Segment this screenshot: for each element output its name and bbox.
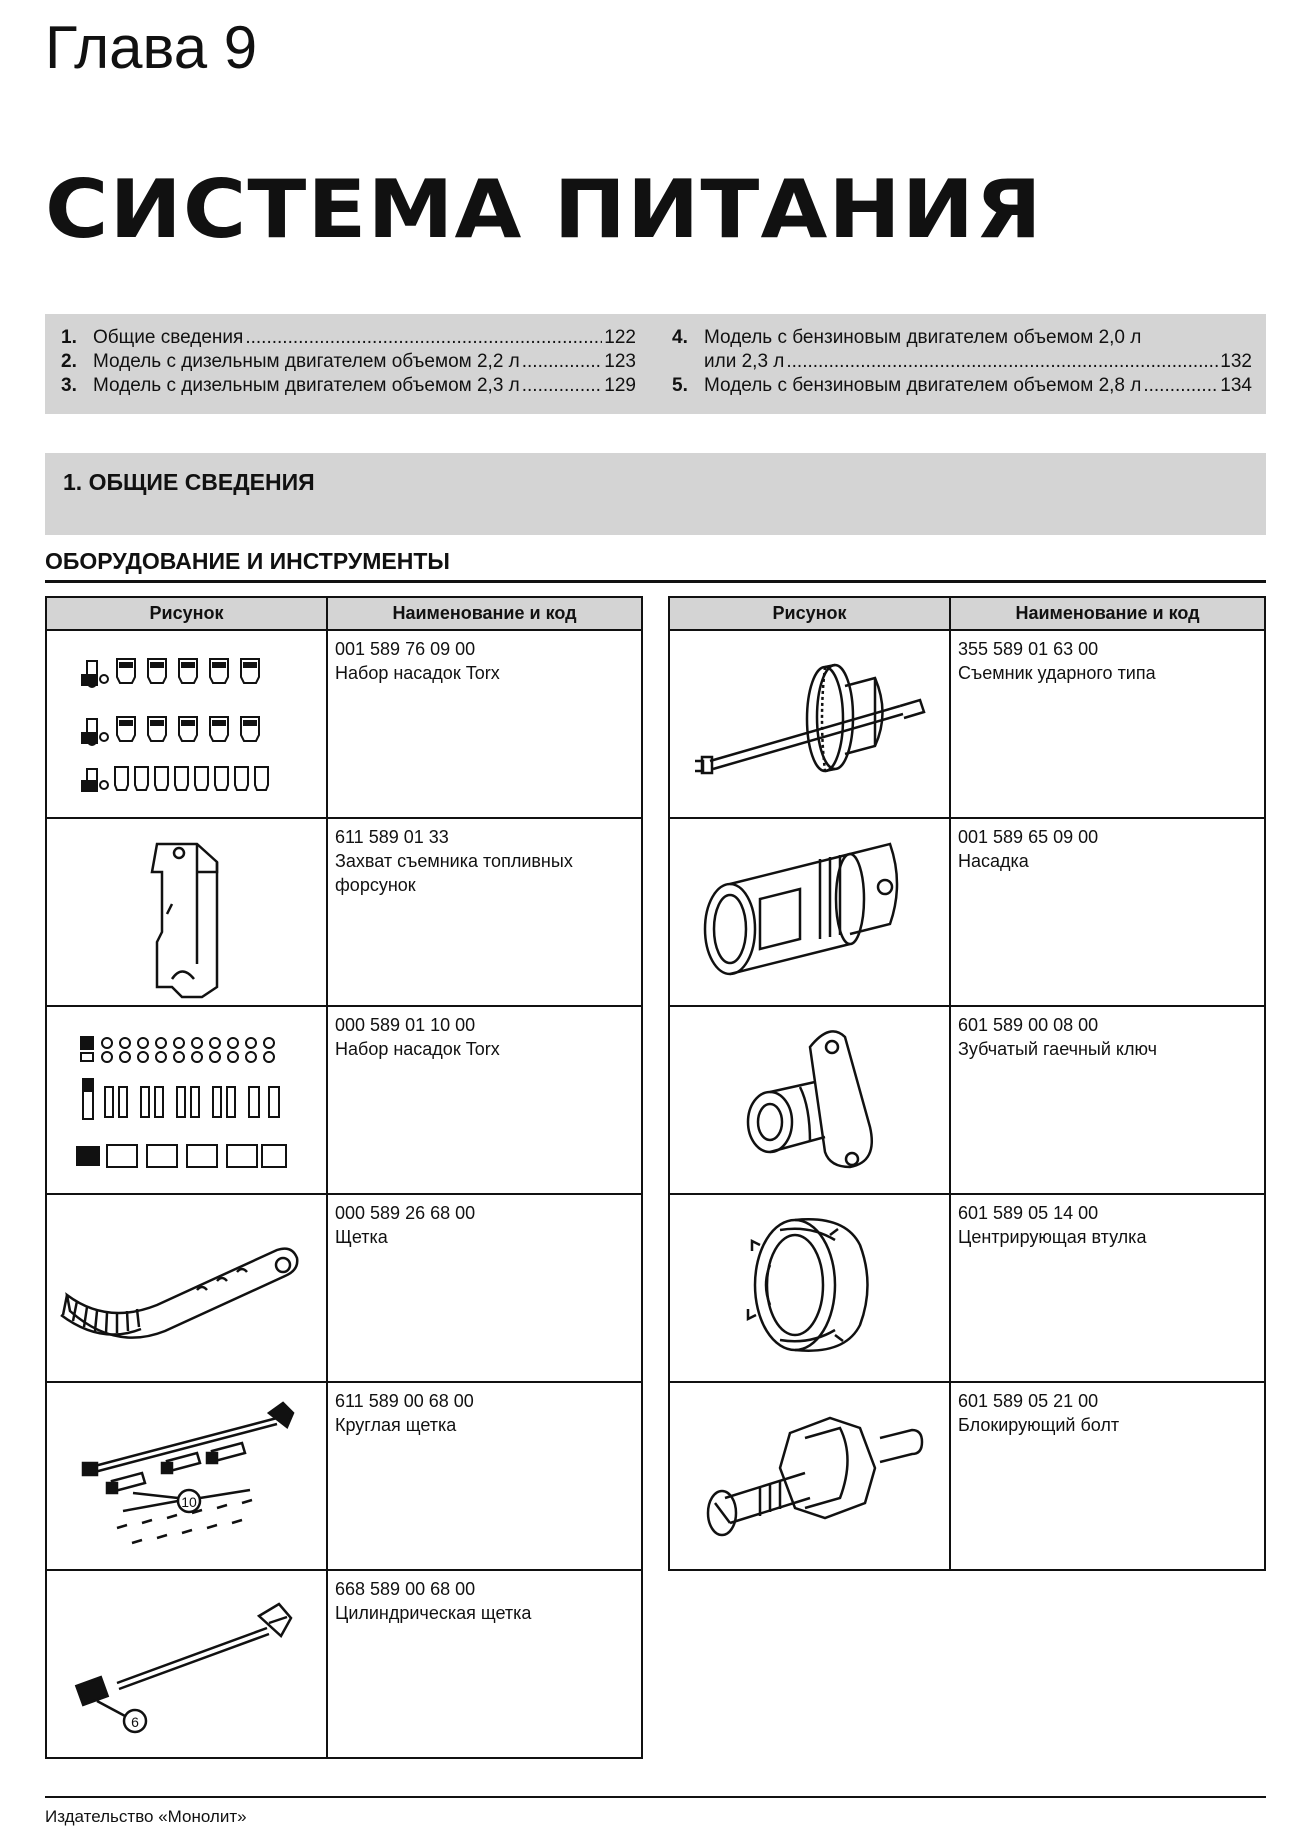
toc-entry[interactable] xyxy=(61,326,636,350)
tool-code: 355 589 01 63 00 xyxy=(958,639,1099,659)
tool-image-cell xyxy=(669,630,950,818)
table-row xyxy=(46,1382,642,1570)
tool-code: 601 589 05 21 00 xyxy=(958,1391,1099,1411)
tool-name: Набор насадок Torx xyxy=(335,1039,500,1059)
toc-entry-text: Модель с бензиновым двигателем объемом 2,0 л xyxy=(704,327,1142,348)
table-row xyxy=(46,1006,642,1194)
toc-entry-number: 3. xyxy=(61,375,77,396)
tool-info-cell xyxy=(327,818,642,1006)
tool-info-cell xyxy=(327,630,642,818)
toc-entry-page: 129 xyxy=(604,375,636,396)
tool-name: Круглая щетка xyxy=(335,1415,457,1435)
table-row xyxy=(669,1006,1265,1194)
toc-entry-page: 132 xyxy=(1220,351,1252,372)
table-row xyxy=(46,1194,642,1382)
callout-number: 10 xyxy=(181,1494,197,1510)
tool-image-cell xyxy=(46,1006,327,1194)
tool-name: Щетка xyxy=(335,1227,388,1247)
publisher-footer: Издательство «Монолит» xyxy=(45,1807,247,1826)
tool-name: Зубчатый гаечный ключ xyxy=(958,1039,1157,1059)
tool-image-cell xyxy=(669,1382,950,1570)
tool-info-cell xyxy=(950,1194,1265,1382)
column-header-image: Рисунок xyxy=(46,597,327,630)
toc-entry[interactable] xyxy=(672,374,1252,398)
tool-image-cell xyxy=(46,1570,327,1758)
toc-entry-number: 1. xyxy=(61,327,77,348)
tool-code: 601 589 00 08 00 xyxy=(958,1015,1099,1035)
table-header-row xyxy=(669,597,1265,630)
table-row xyxy=(669,818,1265,1006)
tool-name: Захват съемника топливных форсунок xyxy=(335,851,573,895)
table-row xyxy=(669,630,1265,818)
toc-entry-page: 123 xyxy=(604,351,636,372)
table-row xyxy=(46,630,642,818)
tool-info-cell xyxy=(327,1570,642,1758)
toc-entry-page: 122 xyxy=(604,327,636,348)
table-row xyxy=(669,1382,1265,1570)
round-brush-set-icon xyxy=(47,1383,326,1569)
socket-attachment-icon xyxy=(670,819,949,1005)
toc-entry[interactable] xyxy=(672,326,1252,350)
toc-entry-number: 2. xyxy=(61,351,77,372)
tool-code: 611 589 01 33 xyxy=(335,827,449,847)
tool-image-cell xyxy=(46,1382,327,1570)
footer-divider xyxy=(45,1796,1266,1798)
table-header-row xyxy=(46,597,642,630)
tool-code: 668 589 00 68 00 xyxy=(335,1579,476,1599)
column-header-name: Наименование и код xyxy=(950,597,1265,630)
tool-info-cell xyxy=(950,1382,1265,1570)
tools-table-right xyxy=(668,596,1266,1571)
toc-leader-dots xyxy=(245,326,602,350)
section-title: 1. ОБЩИЕ СВЕДЕНИЯ xyxy=(63,469,315,495)
chapter-label: Глава 9 xyxy=(45,14,258,81)
column-header-name: Наименование и код xyxy=(327,597,642,630)
tool-name: Насадка xyxy=(958,851,1029,871)
tool-code: 000 589 01 10 00 xyxy=(335,1015,476,1035)
toc-leader-dots xyxy=(522,350,603,374)
tool-code: 001 589 65 09 00 xyxy=(958,827,1099,847)
table-row xyxy=(46,1570,642,1758)
callout-number: 6 xyxy=(131,1714,139,1730)
tool-info-cell xyxy=(950,1006,1265,1194)
tool-name: Центрирующая втулка xyxy=(958,1227,1147,1247)
tool-code: 601 589 05 14 00 xyxy=(958,1203,1099,1223)
toc-leader-dots xyxy=(1143,374,1218,398)
tool-info-cell xyxy=(950,818,1265,1006)
toc-entry[interactable] xyxy=(61,350,636,374)
tool-image-cell xyxy=(46,818,327,1006)
equipment-heading: ОБОРУДОВАНИЕ И ИНСТРУМЕНТЫ xyxy=(45,548,450,574)
tool-name: Цилиндрическая щетка xyxy=(335,1603,532,1623)
toc-leader-dots xyxy=(786,350,1218,374)
toc-entry-number: 4. xyxy=(672,327,688,348)
tool-name: Набор насадок Torx xyxy=(335,663,500,683)
locking-bolt-icon xyxy=(670,1383,949,1569)
tool-image-cell xyxy=(669,818,950,1006)
table-row xyxy=(46,818,642,1006)
tool-name: Блокирующий болт xyxy=(958,1415,1120,1435)
toothed-wrench-icon xyxy=(670,1007,949,1193)
page-title: СИСТЕМА ПИТАНИЯ xyxy=(45,163,1043,256)
toc-entry[interactable] xyxy=(61,374,636,398)
tool-image-cell xyxy=(46,1194,327,1382)
toc-entry-text: Модель с дизельным двигателем объемом 2,2 л xyxy=(93,351,520,372)
toc-entry-page: 134 xyxy=(1220,375,1252,396)
centering-sleeve-icon xyxy=(670,1195,949,1381)
torx-bit-set-icon xyxy=(47,1007,326,1193)
torx-set-icon xyxy=(47,631,326,817)
toc-entry-text: или 2,3 л xyxy=(704,351,785,372)
tool-code: 611 589 00 68 00 xyxy=(335,1391,474,1411)
toc-entry-text: Модель с бензиновым двигателем объемом 2,8 л xyxy=(704,375,1142,396)
toc-right-column xyxy=(672,326,1252,398)
toc-left-column xyxy=(61,326,636,398)
injector-puller-claw-icon xyxy=(47,819,326,1005)
tool-image-cell xyxy=(46,630,327,818)
toc-leader-dots xyxy=(522,374,603,398)
tool-info-cell xyxy=(327,1006,642,1194)
tool-name: Съемник ударного типа xyxy=(958,663,1156,683)
tools-table-left xyxy=(45,596,643,1759)
tool-info-cell xyxy=(327,1382,642,1570)
tool-code: 000 589 26 68 00 xyxy=(335,1203,476,1223)
tool-code: 001 589 76 09 00 xyxy=(335,639,476,659)
section-header xyxy=(45,453,1266,535)
toc-entry-text: Модель с дизельным двигателем объемом 2,3 л xyxy=(93,375,520,396)
tool-image-cell xyxy=(669,1194,950,1382)
tool-image-cell xyxy=(669,1006,950,1194)
table-of-contents xyxy=(45,314,1266,414)
cylindrical-brush-icon xyxy=(47,1571,326,1757)
tool-info-cell xyxy=(327,1194,642,1382)
slide-hammer-puller-icon xyxy=(670,631,949,817)
heading-divider xyxy=(45,580,1266,583)
toc-entry-continuation[interactable] xyxy=(672,350,1252,374)
table-row xyxy=(669,1194,1265,1382)
toc-entry-number: 5. xyxy=(672,375,688,396)
wire-brush-icon xyxy=(47,1195,326,1381)
toc-entry-text: Общие сведения xyxy=(93,327,244,348)
tool-info-cell xyxy=(950,630,1265,818)
column-header-image: Рисунок xyxy=(669,597,950,630)
